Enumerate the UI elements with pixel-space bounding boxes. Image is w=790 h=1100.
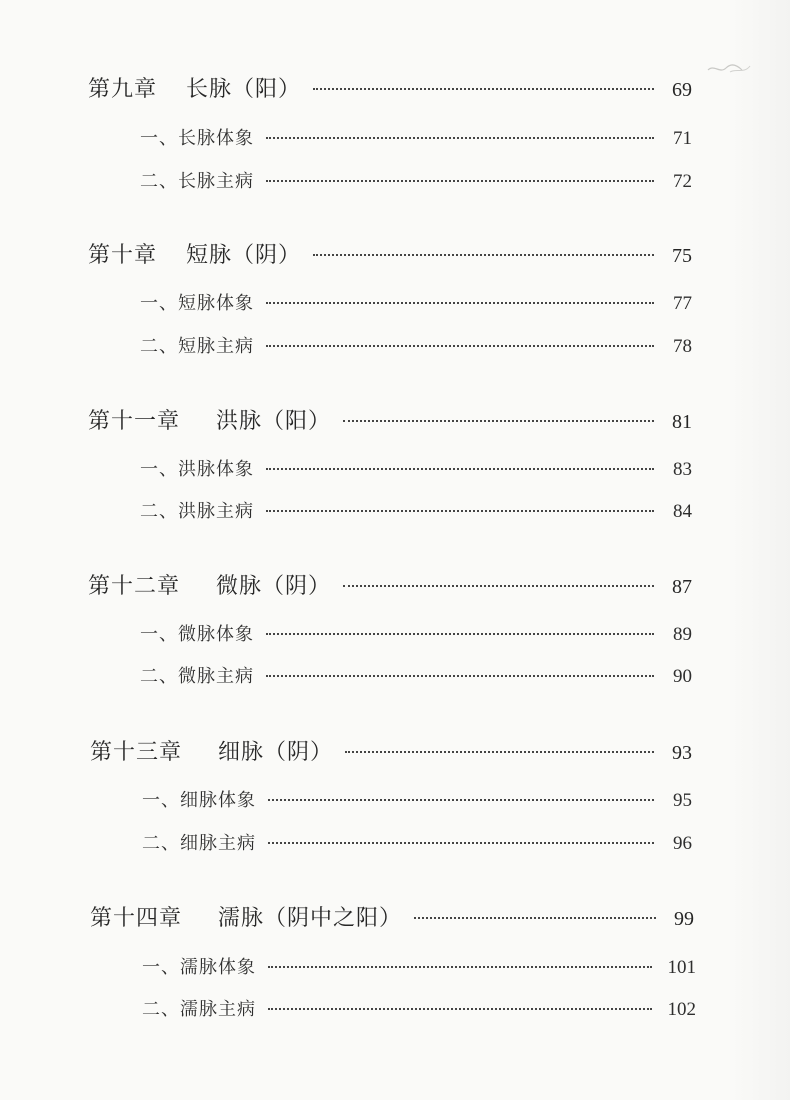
toc-section-12-2[interactable]: [140, 662, 692, 688]
section-title: 一、长脉体象: [140, 128, 254, 149]
page-number: 96: [673, 833, 692, 854]
toc-section-11-1[interactable]: [140, 455, 692, 481]
toc-chapter-12[interactable]: [88, 569, 692, 600]
chapter-number: 第九章: [88, 77, 158, 102]
page-number: 69: [672, 79, 692, 101]
section-title: 一、濡脉体象: [142, 957, 256, 978]
section-title: 一、微脉体象: [140, 624, 254, 645]
toc-section-10-1[interactable]: [140, 289, 692, 315]
toc-section-13-2[interactable]: [142, 829, 692, 855]
toc-chapter-13[interactable]: [90, 735, 692, 766]
page-number: 75: [672, 245, 692, 267]
toc-chapter-10[interactable]: [88, 238, 692, 269]
dot-leader: [343, 420, 654, 422]
page-number: 89: [673, 624, 692, 645]
section-title: 一、洪脉体象: [140, 459, 254, 480]
dot-leader: [414, 917, 656, 919]
dot-leader: [268, 966, 652, 968]
toc-section-14-2[interactable]: [142, 995, 696, 1021]
toc-section-9-1[interactable]: [140, 124, 692, 150]
toc-section-10-2[interactable]: [140, 332, 692, 358]
page-number: 77: [673, 293, 692, 314]
page-number: 84: [673, 501, 692, 522]
page-number: 81: [672, 411, 692, 433]
toc-chapter-9[interactable]: [88, 72, 692, 103]
dot-leader: [266, 345, 654, 347]
section-title: 一、细脉体象: [142, 790, 256, 811]
page-number: 78: [673, 336, 692, 357]
dot-leader: [343, 585, 654, 587]
chapter-number: 第十四章: [90, 906, 183, 931]
chapter-number: 第十三章: [90, 740, 183, 765]
page-number: 90: [673, 666, 692, 687]
page-number: 93: [672, 742, 692, 764]
chapter-title: 微脉（阴）: [216, 574, 332, 599]
dot-leader: [268, 799, 654, 801]
toc-section-12-1[interactable]: [140, 620, 692, 646]
chapter-number: 第十一章: [88, 409, 181, 434]
toc-section-14-1[interactable]: [142, 953, 696, 979]
dot-leader: [266, 633, 654, 635]
toc-section-11-2[interactable]: [140, 497, 692, 523]
toc-section-13-1[interactable]: [142, 786, 692, 812]
toc-chapter-11[interactable]: [88, 404, 692, 435]
dot-leader: [266, 302, 654, 304]
section-title: 一、短脉体象: [140, 293, 254, 314]
section-title: 二、短脉主病: [140, 336, 254, 357]
dot-leader: [266, 468, 654, 470]
chapter-number: 第十章: [88, 243, 158, 268]
dot-leader: [266, 510, 654, 512]
page-number: 99: [674, 908, 694, 930]
page-number: 72: [673, 171, 692, 192]
section-title: 二、长脉主病: [140, 171, 254, 192]
section-title: 二、濡脉主病: [142, 999, 256, 1020]
dot-leader: [266, 180, 654, 182]
chapter-title: 细脉（阴）: [218, 740, 334, 765]
chapter-title: 洪脉（阳）: [216, 409, 332, 434]
page-number: 71: [673, 128, 692, 149]
toc-section-9-2[interactable]: [140, 167, 692, 193]
chapter-title: 短脉（阴）: [186, 243, 302, 268]
dot-leader: [345, 751, 654, 753]
page-number: 102: [667, 999, 696, 1020]
dot-leader: [268, 1008, 652, 1010]
chapter-number: 第十二章: [88, 574, 181, 599]
chapter-title: 濡脉（阴中之阳）: [218, 906, 403, 931]
dot-leader: [313, 88, 654, 90]
section-title: 二、细脉主病: [142, 833, 256, 854]
dot-leader: [313, 254, 654, 256]
dot-leader: [268, 842, 654, 844]
chapter-title: 长脉（阳）: [186, 77, 302, 102]
page-number: 101: [667, 957, 696, 978]
dot-leader: [266, 137, 654, 139]
section-title: 二、微脉主病: [140, 666, 254, 687]
page-number: 83: [673, 459, 692, 480]
page-number: 87: [672, 576, 692, 598]
section-title: 二、洪脉主病: [140, 501, 254, 522]
toc-chapter-14[interactable]: [90, 901, 694, 932]
dot-leader: [266, 675, 654, 677]
page-number: 95: [673, 790, 692, 811]
